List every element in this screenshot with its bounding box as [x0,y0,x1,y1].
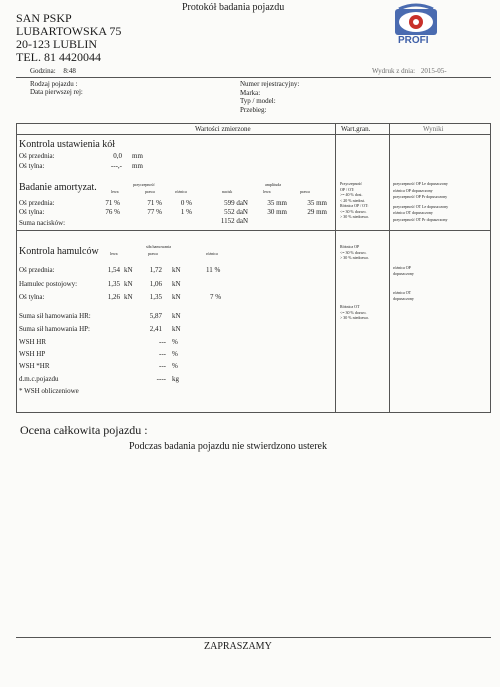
limit-line: < 20 % niedost. [340,197,366,203]
hp-sum-label: Suma sił hamowania HP: [19,325,90,333]
shock-title: Badanie amortyzat. [19,182,97,193]
shock-front-label: Oś przednia: [19,199,55,207]
company-street: LUBARTOWSKA 75 [16,24,122,38]
table-header-border [16,134,491,135]
brake-front-label: Oś przednia: [19,266,55,274]
result-line: przyczepność OP Pr dopuszczony [393,194,448,199]
gross-weight-value: ---- [156,375,166,383]
wsh-footnote: * WSH obliczeniowe [19,387,79,395]
hp-sum-value: 2,41 [149,325,162,333]
brake-rear-left-unit: kN [124,293,133,301]
footer-text: ZAPRASZAMY [204,641,272,652]
shock-front-pressure: 599 daN [224,199,248,207]
result-line: różnica OP dopuszczony [393,187,433,193]
hr-sum-value: 5,87 [149,312,162,320]
result-line: różnica OT dopuszczony [393,210,433,215]
results-header: Wyniki [423,125,444,133]
limit-line: > 30 % niedozwo. [340,255,370,260]
shock-header-amp-left: lewa [263,189,271,194]
brake-front-right: 1,72 [149,266,162,274]
eye-icon [391,3,441,37]
footer-divider [16,637,491,638]
alignment-front-unit: mm [132,152,143,160]
limit-line: > 30 % niedozwo. [340,315,370,320]
table-bottom-border [16,412,491,413]
parking-brake-right-unit: kN [172,280,181,288]
wsh-hp-label: WSH HP [19,350,46,358]
parking-brake-right: 1,06 [149,280,162,288]
printout-date [372,67,447,75]
brake-results-op [393,265,414,276]
shock-header-diff: różnica [175,189,187,194]
gross-weight-label: d.m.c.pojazdu [19,375,59,383]
brake-front-left-unit: kN [124,266,133,274]
hr-sum-label: Suma sił hamowania HR: [19,312,91,320]
parking-brake-left-unit: kN [124,280,133,288]
vehicle-type-label: Rodzaj pojazdu : [30,80,78,88]
shock-front-amp-left: 35 mm [267,199,287,207]
brake-rear-left: 1,26 [107,293,120,301]
shock-rear-label: Oś tylna: [19,208,45,216]
make-label: Marka: [240,88,261,97]
limit-line: Różnica OP [340,244,360,249]
hp-sum-unit: kN [172,325,181,333]
brakes-header-diff: różnica [206,251,218,256]
wsh-hr-value: --- [159,338,166,346]
alignment-front-label: Oś przednia: [19,152,55,160]
logo-text: PROFI [398,35,429,46]
wsh-hr-label: WSH HR [19,338,47,346]
pressure-sum-label: Suma nacisków: [19,219,66,227]
shock-front-right: 71 % [147,199,162,207]
shock-rear-pressure: 552 daN [224,208,248,216]
brake-front-left: 1,54 [107,266,120,274]
assessment-title: Ocena całkowita pojazdu : [20,423,148,437]
limit-line: <= 30 % dozwo. [340,249,367,255]
time-value: 8:48 [63,67,76,75]
company-phone: TEL. 81 4420044 [16,50,101,64]
result-line: przyczepność OT Le dopuszczony [393,203,449,209]
result-line: dopuszczony [393,270,414,276]
registration-number-label: Numer rejestracyjny: [240,80,300,88]
limit-line: >= 40 % dost. [340,192,363,197]
limit-line: <= 30 % dozwo. [340,309,367,315]
brake-rear-right: 1,35 [149,293,162,301]
shock-rear-diff: 1 % [180,208,192,216]
limit-line: OP / OT: [340,186,355,192]
brake-rear-diff: 7 % [210,293,222,301]
wsh-calc-hr-value: --- [159,362,166,370]
shock-front-amp-right: 35 mm [307,199,327,207]
vehicle-info-left [30,80,83,96]
limit-line: Różnica OT [340,304,360,309]
mileage-label: Przebieg: [240,105,267,114]
shock-results [393,181,448,223]
printout-value: 2015-05- [420,67,447,75]
result-line: dopuszczony [393,295,414,301]
shock-front-left: 71 % [105,199,120,207]
parking-brake-left: 1,35 [107,280,120,288]
wsh-hr-unit: % [172,338,178,346]
shock-header-amp-right: prawa [300,189,310,194]
table-left-border [16,123,17,413]
brakes-title: Kontrola hamulców [19,246,99,257]
alignment-front-value: 0,0 [113,152,122,160]
wsh-calc-hr-unit: % [172,362,178,370]
shock-header-right: prawa [145,189,155,194]
limit-line: Przyczepność [340,181,362,186]
wsh-calc-hr-label: WSH *HR [19,362,50,370]
company-name: SAN PSKP [16,11,72,25]
time-row [30,67,76,75]
brake-front-diff: 11 % [206,266,221,274]
page-title: Protokół badania pojazdu [182,2,285,13]
first-registration-label: Data pierwszej rej: [30,88,83,96]
section-divider [16,230,491,231]
shock-header-adhesion: przyczepność [133,182,155,187]
company-address [16,12,121,64]
model-label: Typ / model: [240,97,276,105]
brake-rear-label: Oś tylna: [19,293,45,301]
limit-line: > 30 % niedozwo. [340,214,370,219]
assessment-text: Podczas badania pojazdu nie stwierdzono usterek [129,441,327,452]
hr-sum-unit: kN [172,312,181,320]
shock-limits [340,181,369,220]
limits-column-border [335,123,336,413]
table-top-border [16,123,491,124]
alignment-title: Kontrola ustawienia kół [19,139,116,150]
brakes-header-force: siła hamowania [146,244,171,249]
profi-logo [391,3,441,47]
gross-weight-unit: kg [172,375,179,383]
alignment-rear-unit: mm [132,162,143,170]
result-line: różnica OP [393,265,411,270]
result-line: przyczepność OP Le dopuszczony [393,181,448,186]
limit-line: Różnica OP / OT: [340,203,369,208]
results-column-border [389,123,390,413]
divider [16,77,491,78]
time-label: Godzina: [30,67,56,75]
brake-limits-op [340,244,369,261]
shock-header-pressure: nacisk [222,189,233,194]
parking-brake-label: Hamulec postojowy: [19,280,78,288]
brake-results-ot [393,290,414,301]
vehicle-info-right [240,80,299,114]
limit-line: <= 30 % dozwo. [340,208,367,214]
wsh-hp-value: --- [159,350,166,358]
measured-values-header: Wartości zmierzone [195,125,251,133]
brake-front-right-unit: kN [172,266,181,274]
alignment-rear-value: ---,- [110,162,122,170]
shock-header-left: lewa [111,189,119,194]
shock-rear-amp-left: 30 mm [267,208,287,216]
alignment-rear-label: Oś tylna: [19,162,45,170]
wsh-hp-unit: % [172,350,178,358]
brake-rear-right-unit: kN [172,293,181,301]
company-city: 20-123 LUBLIN [16,37,97,51]
pressure-sum-value: 1152 daN [220,217,248,225]
shock-front-diff: 0 % [180,199,192,207]
brake-limits-ot [340,304,369,321]
shock-rear-left: 76 % [105,208,120,216]
limit-values-header: Wart.gran. [341,125,371,133]
brakes-header-left: lewa [110,251,118,256]
shock-header-amplitude: amplituda [265,182,281,187]
result-line: różnica OT [393,290,412,295]
result-line: przyczepność OT Pr dopuszczony [393,216,448,222]
printout-label: Wydruk z dnia: [372,67,416,75]
brakes-header-right: prawa [148,251,158,256]
shock-rear-amp-right: 29 mm [307,208,327,216]
table-right-border [490,123,491,413]
shock-rear-right: 77 % [147,208,162,216]
